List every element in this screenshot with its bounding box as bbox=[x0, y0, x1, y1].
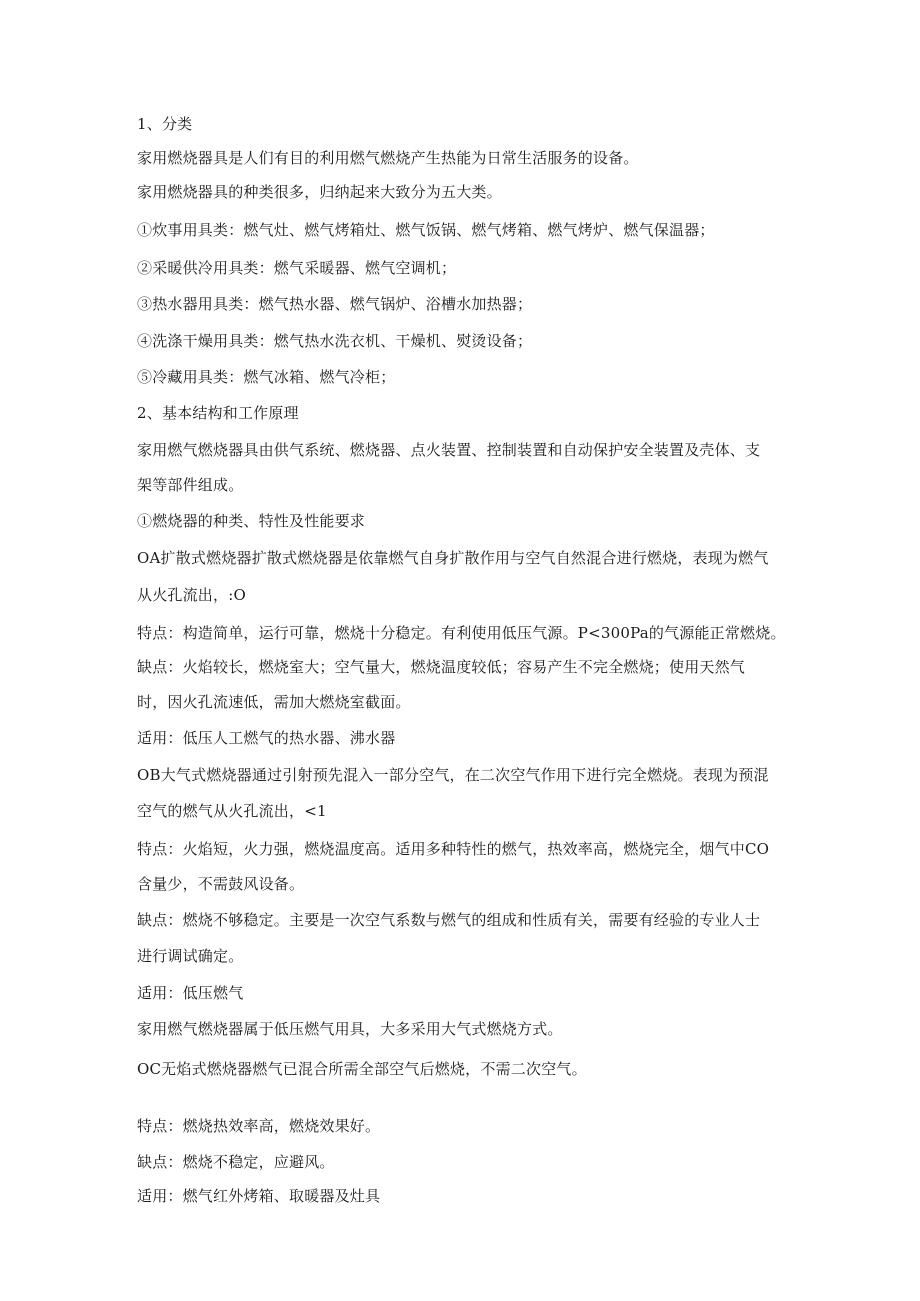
paragraph-line: 时，因火孔流速低，需加大燃烧室截面。 bbox=[137, 693, 411, 711]
paragraph-line: 适用：低压人工燃气的热水器、沸水器 bbox=[137, 729, 396, 747]
heading-structure: 2、基本结构和工作原理 bbox=[137, 404, 299, 422]
paragraph-line: 从火孔流出，:O bbox=[137, 586, 246, 604]
paragraph-line: 家用燃气燃烧器具由供气系统、燃烧器、点火装置、控制装置和自动保护安全装置及壳体、支 bbox=[137, 441, 761, 459]
subheading: ①燃烧器的种类、特性及性能要求 bbox=[137, 512, 366, 530]
list-item: ④洗涤干燥用具类：燃气热水洗衣机、干燥机、熨烫设备； bbox=[137, 332, 533, 350]
paragraph-line: OC无焰式燃烧器燃气已混合所需全部空气后燃烧，不需二次空气。 bbox=[137, 1060, 587, 1078]
paragraph-line: 适用：燃气红外烤箱、取暖器及灶具 bbox=[137, 1187, 381, 1205]
paragraph-line: 进行调试确定。 bbox=[137, 947, 244, 965]
paragraph-line: 特点：燃烧热效率高，燃烧效果好。 bbox=[137, 1117, 381, 1135]
paragraph-line: 架等部件组成。 bbox=[137, 476, 244, 494]
paragraph-line: 家用燃烧器具的种类很多，归纳起来大致分为五大类。 bbox=[137, 183, 502, 201]
paragraph-line: 空气的燃气从火孔流出，<1 bbox=[137, 802, 327, 820]
list-item: ⑤冷藏用具类：燃气冰箱、燃气冷柜； bbox=[137, 368, 396, 386]
paragraph-line: 家用燃烧器具是人们有目的利用燃气燃烧产生热能为日常生活服务的设备。 bbox=[137, 149, 639, 167]
heading-classification: 1、分类 bbox=[137, 115, 193, 133]
paragraph-line: 含量少，不需鼓风设备。 bbox=[137, 875, 305, 893]
paragraph-line: 家用燃气燃烧器属于低压燃气用具，大多采用大气式燃烧方式。 bbox=[137, 1020, 563, 1038]
paragraph-line: 缺点：燃烧不够稳定。主要是一次空气系数与燃气的组成和性质有关，需要有经验的专业人士 bbox=[137, 911, 761, 929]
list-item: ②采暖供冷用具类：燃气采暖器、燃气空调机； bbox=[137, 259, 457, 277]
list-item: ③热水器用具类：燃气热水器、燃气锅炉、浴槽水加热器； bbox=[137, 295, 533, 313]
paragraph-line: 适用：低压燃气 bbox=[137, 984, 244, 1002]
paragraph-line: 缺点：火焰较长，燃烧室大；空气量大，燃烧温度较低；容易产生不完全燃烧；使用天然气 bbox=[137, 658, 746, 676]
paragraph-line: 特点：火焰短，火力强，燃烧温度高。适用多种特性的燃气，热效率高，燃烧完全，烟气中CO bbox=[137, 840, 770, 858]
paragraph-line: 缺点：燃烧不稳定，应避风。 bbox=[137, 1153, 335, 1171]
paragraph-line: OA扩散式燃烧器扩散式燃烧器是依靠燃气自身扩散作用与空气自然混合进行燃烧，表现为燃气 bbox=[137, 549, 769, 567]
list-item: ①炊事用具类：燃气灶、燃气烤箱灶、燃气饭锅、燃气烤箱、燃气烤炉、燃气保温器； bbox=[137, 221, 715, 239]
paragraph-line: OB大气式燃烧器通过引射预先混入一部分空气，在二次空气作用下进行完全燃烧。表现为预混 bbox=[137, 766, 769, 784]
paragraph-line: 特点：构造简单，运行可靠，燃烧十分稳定。有利使用低压气源。P<300Pa的气源能正常燃烧。 bbox=[137, 624, 786, 642]
